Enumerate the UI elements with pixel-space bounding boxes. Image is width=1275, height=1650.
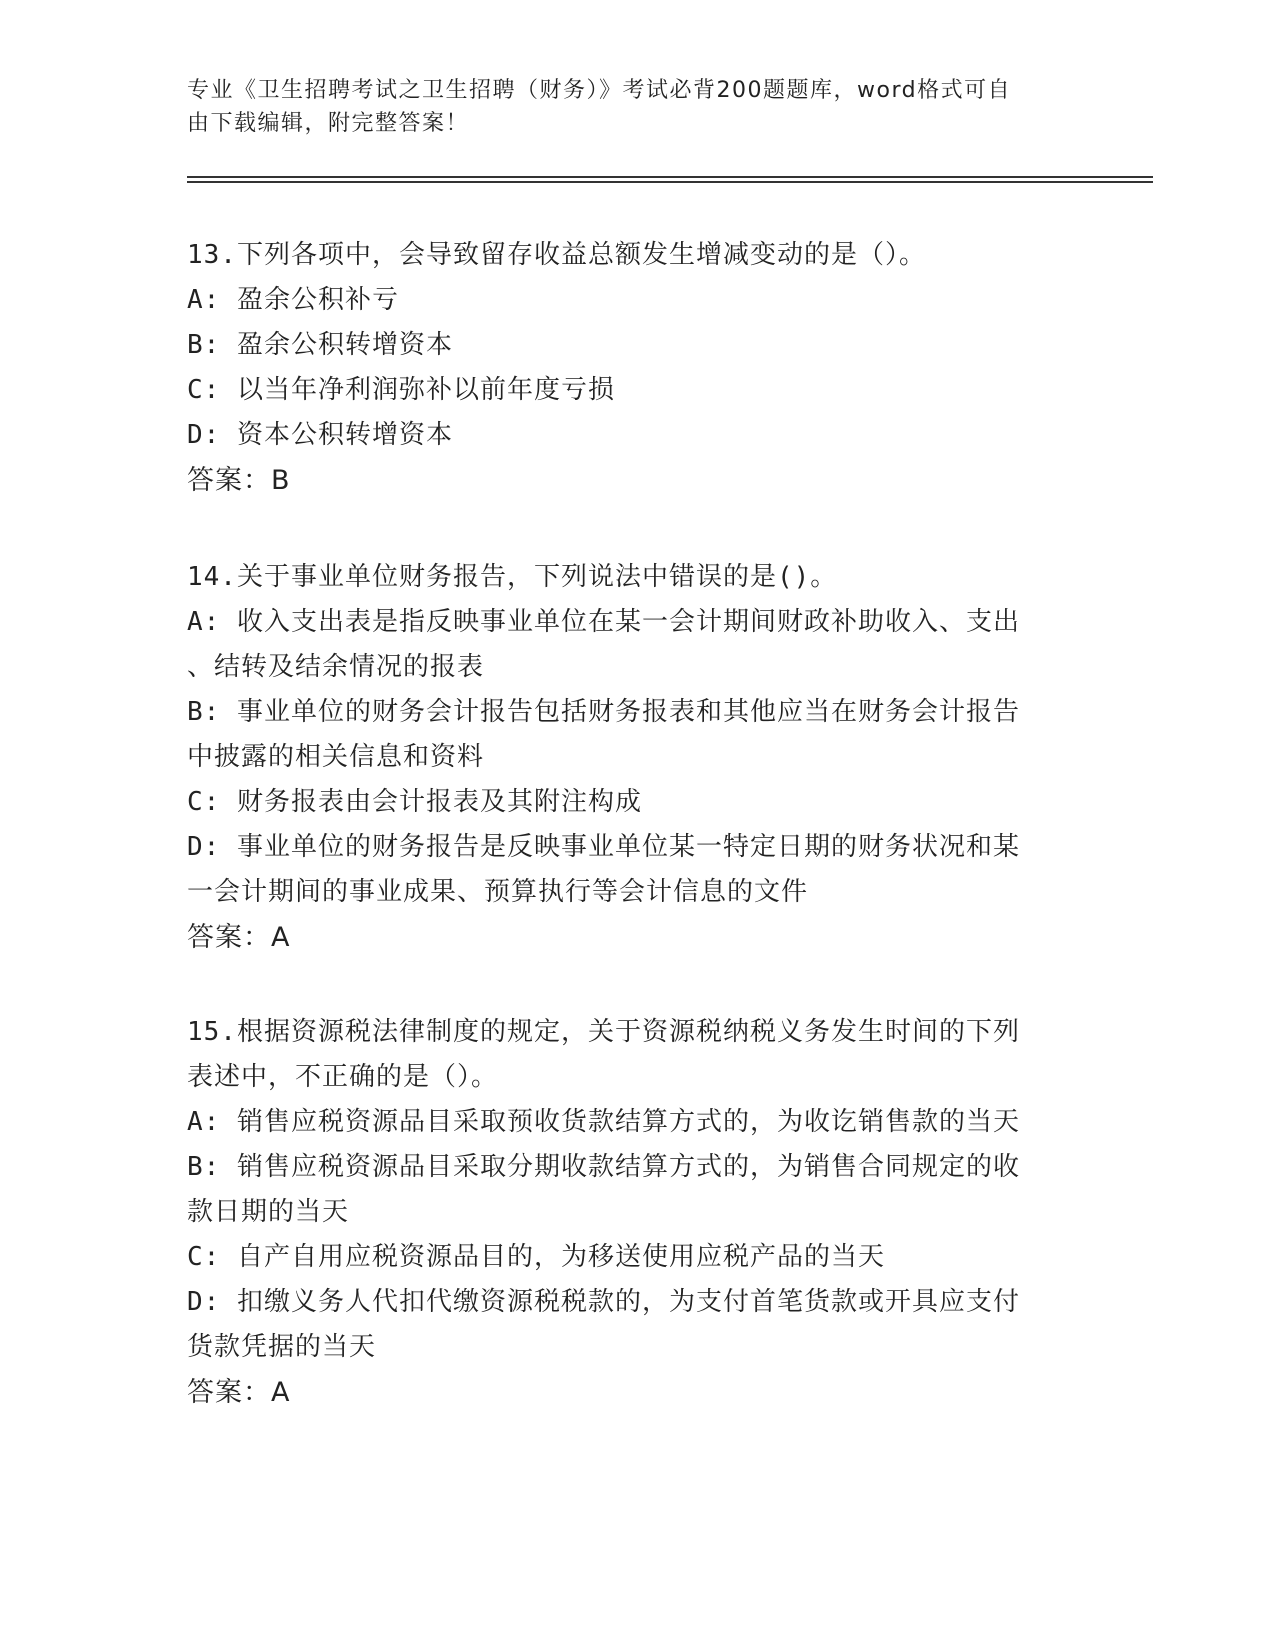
option-c: C: 以当年净利润弥补以前年度亏损 <box>187 375 615 405</box>
option-b: B: 销售应税资源品目采取分期收款结算方式的，为销售合同规定的收 <box>187 1152 1020 1182</box>
option-b: B: 盈余公积转增资本 <box>187 330 453 360</box>
option-a-continued: 、结转及结余情况的报表 <box>187 652 485 682</box>
option-b: B: 事业单位的财务会计报告包括财务报表和其他应当在财务会计报告 <box>187 697 1020 727</box>
answer: 答案：A <box>187 1377 291 1408</box>
question-14 <box>187 555 1067 960</box>
question-stem: 15.根据资源税法律制度的规定，关于资源税纳税义务发生时间的下列 <box>187 1017 1020 1047</box>
document-header <box>187 74 1067 140</box>
option-d: D: 事业单位的财务报告是反映事业单位某一特定日期的财务状况和某 <box>187 832 1020 862</box>
answer: 答案：A <box>187 922 291 953</box>
question-13 <box>187 233 1067 503</box>
option-a: A: 盈余公积补亏 <box>187 285 399 315</box>
option-d-continued: 一会计期间的事业成果、预算执行等会计信息的文件 <box>187 877 809 907</box>
option-d: D: 扣缴义务人代扣代缴资源税税款的，为支付首笔货款或开具应支付 <box>187 1287 1020 1317</box>
option-a: A: 收入支出表是指反映事业单位在某一会计期间财政补助收入、支出 <box>187 607 1020 637</box>
question-stem: 13.下列各项中，会导致留存收益总额发生增减变动的是（）。 <box>187 240 926 270</box>
header-divider-bottom <box>187 181 1153 183</box>
question-15 <box>187 1010 1067 1415</box>
option-d-continued: 货款凭据的当天 <box>187 1332 377 1362</box>
option-c: C: 自产自用应税资源品目的，为移送使用应税产品的当天 <box>187 1242 885 1272</box>
question-stem-continued: 表述中，不正确的是（）。 <box>187 1062 499 1092</box>
option-a: A: 销售应税资源品目采取预收货款结算方式的，为收讫销售款的当天 <box>187 1107 1020 1137</box>
option-b-continued: 中披露的相关信息和资料 <box>187 742 485 772</box>
option-d: D: 资本公积转增资本 <box>187 420 453 450</box>
option-b-continued: 款日期的当天 <box>187 1197 350 1227</box>
option-c: C: 财务报表由会计报表及其附注构成 <box>187 787 642 817</box>
header-divider-top <box>187 176 1153 178</box>
header-line-2: 由下载编辑，附完整答案！ <box>187 111 470 136</box>
question-stem: 14.关于事业单位财务报告，下列说法中错误的是()。 <box>187 562 838 592</box>
answer: 答案：B <box>187 465 291 496</box>
header-line-1: 专业《卫生招聘考试之卫生招聘（财务）》考试必背200题题库，word格式可自 <box>187 78 1012 103</box>
